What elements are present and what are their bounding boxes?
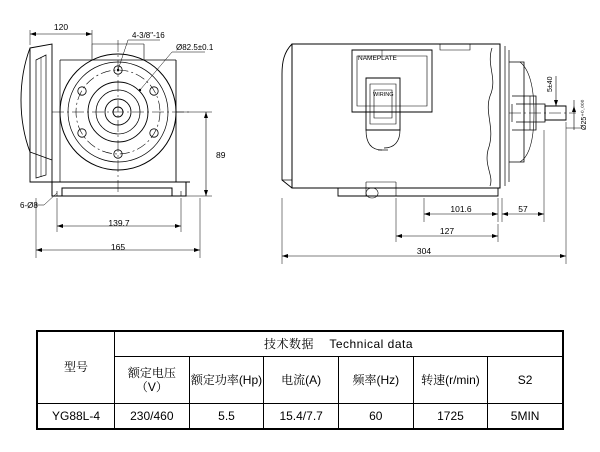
- table-row-headers: [38, 356, 563, 404]
- cell-voltage: 230/460: [115, 404, 190, 429]
- col-header-frequency: 频率(Hz): [338, 356, 413, 404]
- dim-57: 57: [518, 204, 528, 214]
- dim-165: 165: [110, 242, 126, 252]
- table-title-en: Technical data: [329, 336, 414, 351]
- table-row-title: [38, 332, 563, 357]
- table-row: [38, 404, 563, 429]
- dim-shaft-len: 5±40: [547, 76, 554, 92]
- dim-127: 127: [439, 226, 455, 236]
- col-header-speed: 转速(r/min): [413, 356, 488, 404]
- cell-frequency: 60: [338, 404, 413, 429]
- dim-89: 89: [216, 150, 226, 160]
- col-header-power: 额定功率(Hp): [189, 356, 264, 404]
- dim-120: 120: [53, 22, 69, 32]
- table-title: [115, 332, 563, 357]
- dim-bolt-spec: 4-3/8"-16: [132, 31, 165, 40]
- cell-power: 5.5: [189, 404, 264, 429]
- dim-304: 304: [416, 246, 432, 256]
- cell-speed: 1725: [413, 404, 488, 429]
- col-header-current: 电流(A): [264, 356, 339, 404]
- dim-shaft-dia: Ø25⁺⁰·⁰⁰⁰: [581, 99, 588, 130]
- dim-pilot-dia: Ø82.5±0.1: [176, 43, 214, 52]
- col-header-duty: S2: [488, 356, 563, 404]
- cell-duty: 5MIN: [488, 404, 563, 429]
- cell-current: 15.4/7.7: [264, 404, 339, 429]
- table-title-cn: 技术数据: [263, 336, 314, 351]
- technical-data-table: [36, 330, 564, 430]
- label-nameplate: NAMEPLATE: [358, 55, 397, 62]
- model-header-text: 型号: [63, 360, 88, 375]
- col-header-voltage: 额定电压（V）: [115, 356, 190, 404]
- dim-6-d8: 6-Ø8: [20, 201, 38, 210]
- dim-139-7: 139.7: [108, 218, 130, 228]
- dim-101-6: 101.6: [450, 204, 472, 214]
- label-wiring: WIRING: [373, 92, 394, 98]
- cell-model: YG88L-4: [38, 404, 115, 429]
- model-header: [38, 332, 115, 404]
